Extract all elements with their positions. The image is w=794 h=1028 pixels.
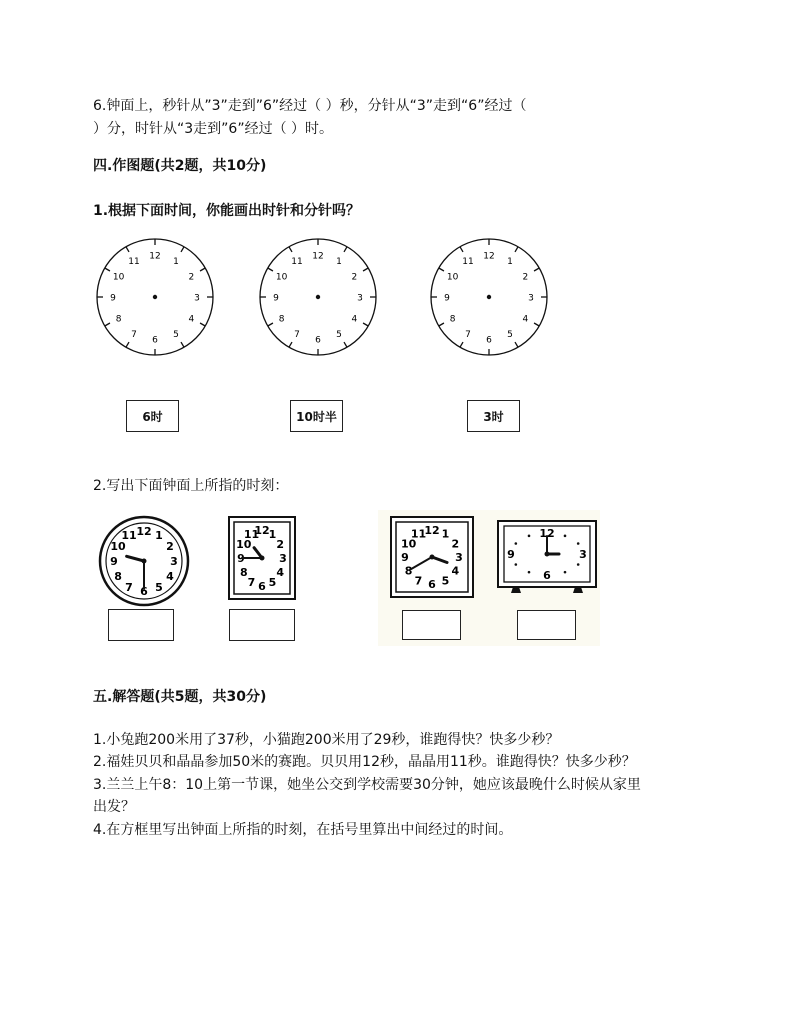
clock-number: 2 bbox=[276, 538, 285, 551]
reading-clock-desk bbox=[497, 519, 597, 599]
clock-number: 9 bbox=[273, 293, 279, 304]
time-label-2: 10时半 bbox=[290, 400, 343, 432]
section5-q3-line2: 出发？ bbox=[93, 799, 135, 815]
answer-box-4[interactable] bbox=[517, 610, 576, 640]
clock-number: 4 bbox=[351, 314, 358, 325]
blank-clock-3 bbox=[429, 237, 549, 357]
section4-q2: 2.写出下面钟面上所指的时刻： bbox=[93, 478, 289, 494]
clock-dot bbox=[515, 542, 518, 545]
clock-number: 2 bbox=[351, 272, 358, 283]
clock-dot bbox=[564, 571, 567, 574]
section5-q1: 1.小兔跑200米用了37秒，小猫跑200米用了29秒，谁跑得快？快多少秒？ bbox=[93, 732, 560, 748]
section4-q1: 1.根据下面时间，你能画出时针和分针吗？ bbox=[93, 203, 361, 219]
answer-box-2[interactable] bbox=[229, 609, 295, 641]
clock-number: 7 bbox=[125, 580, 133, 594]
clock-number: 4 bbox=[276, 566, 285, 579]
time-label-3: 3时 bbox=[467, 400, 520, 432]
clock-number: 7 bbox=[414, 574, 423, 588]
clock-number: 10 bbox=[400, 537, 417, 551]
clock-number: 3 bbox=[357, 293, 363, 304]
clock-number: 1 bbox=[155, 529, 163, 543]
clock-number: 6 bbox=[140, 585, 148, 598]
clock-number: 12 bbox=[136, 525, 152, 538]
clock-number: 12 bbox=[424, 524, 440, 537]
clock-number: 5 bbox=[336, 329, 342, 340]
clock-number: 9 bbox=[237, 552, 245, 565]
clock-number: 10 bbox=[110, 540, 126, 553]
clock-number: 11 bbox=[410, 527, 427, 541]
clock-number: 12 bbox=[539, 527, 555, 540]
clock-number: 10 bbox=[112, 272, 125, 283]
clock-number: 4 bbox=[188, 314, 195, 325]
clock-number: 5 bbox=[507, 329, 513, 340]
clock-number: 6 bbox=[152, 335, 158, 346]
blank-clock-2 bbox=[258, 237, 378, 357]
clock-number: 5 bbox=[155, 580, 163, 594]
clock-number: 3 bbox=[194, 293, 200, 304]
clock-number: 4 bbox=[166, 570, 174, 583]
clock-dot bbox=[528, 571, 531, 574]
clock-number: 9 bbox=[110, 555, 118, 568]
clock-number: 10 bbox=[236, 538, 252, 551]
clock-number: 5 bbox=[441, 574, 450, 588]
clock-number: 8 bbox=[449, 314, 456, 325]
clock-number: 12 bbox=[312, 251, 324, 262]
clock-number: 11 bbox=[291, 257, 303, 268]
clock-dot bbox=[577, 542, 580, 545]
time-label-1: 6时 bbox=[126, 400, 179, 432]
clock-number: 8 bbox=[114, 570, 122, 583]
clock-number: 12 bbox=[483, 251, 495, 262]
clock-number: 11 bbox=[243, 527, 260, 541]
clock-number: 7 bbox=[465, 329, 471, 340]
section5-title: 五.解答题(共5题，共30分) bbox=[93, 689, 267, 705]
clock-number: 10 bbox=[275, 272, 288, 283]
answer-box-1[interactable] bbox=[108, 609, 174, 641]
clock-center bbox=[487, 295, 491, 299]
answer-box-3[interactable] bbox=[402, 610, 461, 640]
clock-number: 9 bbox=[401, 551, 409, 564]
clock-number: 5 bbox=[268, 576, 277, 590]
clock-center bbox=[153, 295, 157, 299]
section4-title: 四.作图题(共2题，共10分) bbox=[93, 158, 267, 174]
clock-number: 1 bbox=[268, 527, 277, 541]
clock-dot bbox=[564, 535, 567, 538]
clock-number: 9 bbox=[507, 548, 515, 561]
clock-number: 4 bbox=[522, 314, 529, 325]
clock-number: 7 bbox=[294, 329, 300, 340]
section5-q2: 2.福娃贝贝和晶晶参加50米的赛跑。贝贝用12秒，晶晶用11秒。谁跑得快？快多少秒？ bbox=[93, 754, 636, 770]
clock-number: 3 bbox=[170, 555, 178, 568]
reading-clock-square-1 bbox=[228, 516, 296, 600]
section5-q4: 4.在方框里写出钟面上所指的时刻，在括号里算出中间经过的时间。 bbox=[93, 822, 513, 838]
clock-number: 9 bbox=[110, 293, 116, 304]
clock-center bbox=[316, 295, 320, 299]
clock-number: 2 bbox=[188, 272, 195, 283]
clock-number: 3 bbox=[455, 551, 463, 564]
q6-line2: ）分，时针从“3走到”6”经过（ ）时。 bbox=[93, 121, 334, 137]
clock-number: 6 bbox=[315, 335, 321, 346]
clock-number: 3 bbox=[279, 552, 287, 565]
clock-number: 6 bbox=[258, 580, 266, 593]
clock-number: 1 bbox=[507, 257, 513, 268]
clock-number: 8 bbox=[404, 564, 413, 578]
clock-number: 2 bbox=[522, 272, 529, 283]
clock-number: 12 bbox=[254, 524, 270, 537]
blank-clock-1 bbox=[95, 237, 215, 357]
clock-number: 10 bbox=[446, 272, 459, 283]
clock-number: 2 bbox=[166, 540, 174, 553]
clock-number: 11 bbox=[121, 529, 137, 543]
clock-number: 6 bbox=[486, 335, 492, 346]
clock-number: 7 bbox=[247, 576, 256, 590]
clock-number: 8 bbox=[278, 314, 285, 325]
clock-number: 1 bbox=[336, 257, 342, 268]
reading-clock-square-2 bbox=[390, 516, 474, 598]
clock-number: 11 bbox=[128, 257, 140, 268]
clock-dot bbox=[577, 563, 580, 566]
clock-number: 8 bbox=[115, 314, 122, 325]
section5-q3-line1: 3.兰兰上午8：10上第一节课，她坐公交到学校需要30分钟，她应该最晚什么时候从家里 bbox=[93, 777, 641, 793]
clock-number: 2 bbox=[451, 537, 460, 551]
clock-number: 9 bbox=[444, 293, 450, 304]
clock-number: 1 bbox=[441, 527, 450, 541]
clock-number: 8 bbox=[239, 566, 248, 579]
clock-number: 3 bbox=[579, 548, 587, 561]
clock-number: 3 bbox=[528, 293, 534, 304]
q6-line1: 6.钟面上，秒针从”3”走到”6”经过（ ）秒，分针从“3”走到“6”经过（ bbox=[93, 98, 527, 114]
clock-number: 4 bbox=[451, 564, 460, 578]
clock-number: 11 bbox=[462, 257, 474, 268]
clock-number: 6 bbox=[428, 578, 436, 591]
reading-clock-round bbox=[98, 515, 190, 607]
clock-dot bbox=[528, 535, 531, 538]
clock-number: 7 bbox=[131, 329, 137, 340]
clock-number: 6 bbox=[543, 569, 551, 582]
clock-dot bbox=[515, 563, 518, 566]
clock-number: 12 bbox=[149, 251, 161, 262]
clock-number: 5 bbox=[173, 329, 179, 340]
clock-number: 1 bbox=[173, 257, 179, 268]
